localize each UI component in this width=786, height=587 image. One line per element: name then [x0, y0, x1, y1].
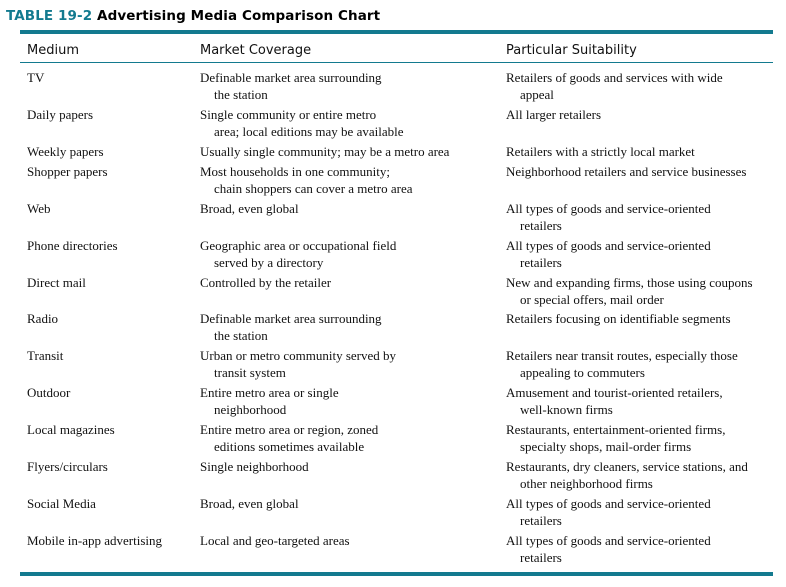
market-coverage-cell: [200, 69, 382, 103]
particular-suitability-cell: [506, 347, 738, 381]
particular-suitability-cell-line: appealing to commuters: [520, 365, 645, 380]
market-coverage-cell-line: chain shoppers can cover a metro area: [214, 181, 413, 196]
particular-suitability-cell: [506, 274, 753, 308]
particular-suitability-cell: [506, 421, 725, 455]
medium-cell: Outdoor: [27, 385, 71, 400]
medium-cell: Daily papers: [27, 107, 94, 122]
medium-cell: Direct mail: [27, 275, 86, 290]
particular-suitability-cell-line: All larger retailers: [506, 107, 602, 122]
particular-suitability-cell-line: or special offers, mail order: [520, 292, 664, 307]
particular-suitability-cell-line: All types of goods and service-oriented: [506, 201, 711, 216]
market-coverage-cell-line: neighborhood: [214, 402, 287, 417]
particular-suitability-cell-line: retailers: [520, 218, 562, 233]
particular-suitability-cell-line: Retailers of goods and services with wide: [506, 70, 723, 85]
table-number: TABLE 19-2: [6, 8, 93, 24]
market-coverage-cell: [200, 143, 449, 160]
particular-suitability-cell-line: Amusement and tourist-oriented retailers,: [506, 385, 723, 400]
market-coverage-cell-line: Urban or metro community served by: [200, 348, 397, 363]
market-coverage-cell: [200, 347, 396, 381]
medium-cell: Flyers/circulars: [27, 459, 108, 474]
top-rule: [20, 30, 773, 34]
market-coverage-cell-line: Single neighborhood: [200, 459, 309, 474]
market-coverage-cell: [200, 237, 396, 271]
particular-suitability-cell-line: Retailers focusing on identifiable segments: [506, 311, 731, 326]
column-header-medium: Medium: [27, 43, 79, 58]
market-coverage-cell: [200, 532, 350, 549]
particular-suitability-cell: [506, 310, 731, 327]
particular-suitability-cell-line: New and expanding firms, those using coupons: [506, 275, 753, 290]
medium-cell: Mobile in-app advertising: [27, 533, 163, 548]
particular-suitability-cell-line: well-known firms: [520, 402, 613, 417]
medium-cell: Local magazines: [27, 422, 115, 437]
particular-suitability-cell-line: appeal: [520, 87, 554, 102]
particular-suitability-cell: [506, 106, 601, 123]
particular-suitability-cell-line: All types of goods and service-oriented: [506, 238, 711, 253]
table-title: [6, 8, 380, 24]
market-coverage-cell-line: Entire metro area or single: [200, 385, 339, 400]
market-coverage-cell-line: Entire metro area or region, zoned: [200, 422, 379, 437]
market-coverage-cell-line: Broad, even global: [200, 201, 299, 216]
market-coverage-cell-line: editions sometimes available: [214, 439, 365, 454]
market-coverage-cell-line: Definable market area surrounding: [200, 70, 382, 85]
medium-cell: Radio: [27, 311, 59, 326]
medium-cell: Social Media: [27, 496, 96, 511]
market-coverage-cell: [200, 106, 404, 140]
medium-cell: TV: [27, 70, 45, 85]
market-coverage-cell-line: Single community or entire metro: [200, 107, 377, 122]
particular-suitability-cell: [506, 143, 695, 160]
medium-cell: Shopper papers: [27, 164, 108, 179]
market-coverage-cell: [200, 200, 299, 217]
market-coverage-cell-line: transit system: [214, 365, 286, 380]
market-coverage-cell: [200, 310, 382, 344]
header-rule: [20, 62, 773, 63]
market-coverage-cell-line: Usually single community; may be a metro area: [200, 144, 450, 159]
market-coverage-cell-line: area; local editions may be available: [214, 124, 404, 139]
particular-suitability-cell: [506, 163, 746, 180]
market-coverage-cell-line: Geographic area or occupational field: [200, 238, 397, 253]
particular-suitability-cell: [506, 200, 711, 234]
table-title-text: Advertising Media Comparison Chart: [97, 8, 381, 24]
particular-suitability-cell: [506, 532, 711, 566]
market-coverage-cell-line: served by a directory: [214, 255, 324, 270]
market-coverage-cell-line: Definable market area surrounding: [200, 311, 382, 326]
market-coverage-cell-line: the station: [214, 87, 268, 102]
particular-suitability-cell-line: retailers: [520, 550, 562, 565]
particular-suitability-cell-line: All types of goods and service-oriented: [506, 496, 711, 511]
market-coverage-cell: [200, 458, 309, 475]
particular-suitability-cell: [506, 384, 723, 418]
market-coverage-cell: [200, 163, 413, 197]
particular-suitability-cell-line: All types of goods and service-oriented: [506, 533, 711, 548]
particular-suitability-cell-line: Retailers near transit routes, especially those: [506, 348, 738, 363]
medium-cell: Phone directories: [27, 238, 118, 253]
bottom-rule: [20, 572, 773, 576]
particular-suitability-cell: [506, 237, 711, 271]
particular-suitability-cell-line: Restaurants, entertainment-oriented firms,: [506, 422, 726, 437]
market-coverage-cell-line: Controlled by the retailer: [200, 275, 332, 290]
particular-suitability-cell-line: Retailers with a strictly local market: [506, 144, 695, 159]
particular-suitability-cell-line: Neighborhood retailers and service businesses: [506, 164, 747, 179]
market-coverage-cell-line: Broad, even global: [200, 496, 299, 511]
medium-cell: Weekly papers: [27, 144, 104, 159]
market-coverage-cell-line: the station: [214, 328, 268, 343]
market-coverage-cell: [200, 274, 331, 291]
market-coverage-cell-line: Local and geo-targeted areas: [200, 533, 350, 548]
market-coverage-cell: [200, 384, 339, 418]
column-header-market-coverage: Market Coverage: [200, 43, 312, 58]
particular-suitability-cell-line: Restaurants, dry cleaners, service stations, and: [506, 459, 748, 474]
particular-suitability-cell-line: specialty shops, mail-order firms: [520, 439, 692, 454]
medium-cell: Web: [27, 201, 51, 216]
particular-suitability-cell: [506, 69, 723, 103]
column-header-particular-suitability: Particular Suitability: [506, 43, 637, 58]
particular-suitability-cell: [506, 495, 711, 529]
particular-suitability-cell: [506, 458, 748, 492]
market-coverage-cell: [200, 495, 299, 512]
medium-cell: Transit: [27, 348, 64, 363]
particular-suitability-cell-line: retailers: [520, 255, 562, 270]
particular-suitability-cell-line: retailers: [520, 513, 562, 528]
market-coverage-cell-line: Most households in one community;: [200, 164, 390, 179]
market-coverage-cell: [200, 421, 378, 455]
particular-suitability-cell-line: other neighborhood firms: [520, 476, 653, 491]
